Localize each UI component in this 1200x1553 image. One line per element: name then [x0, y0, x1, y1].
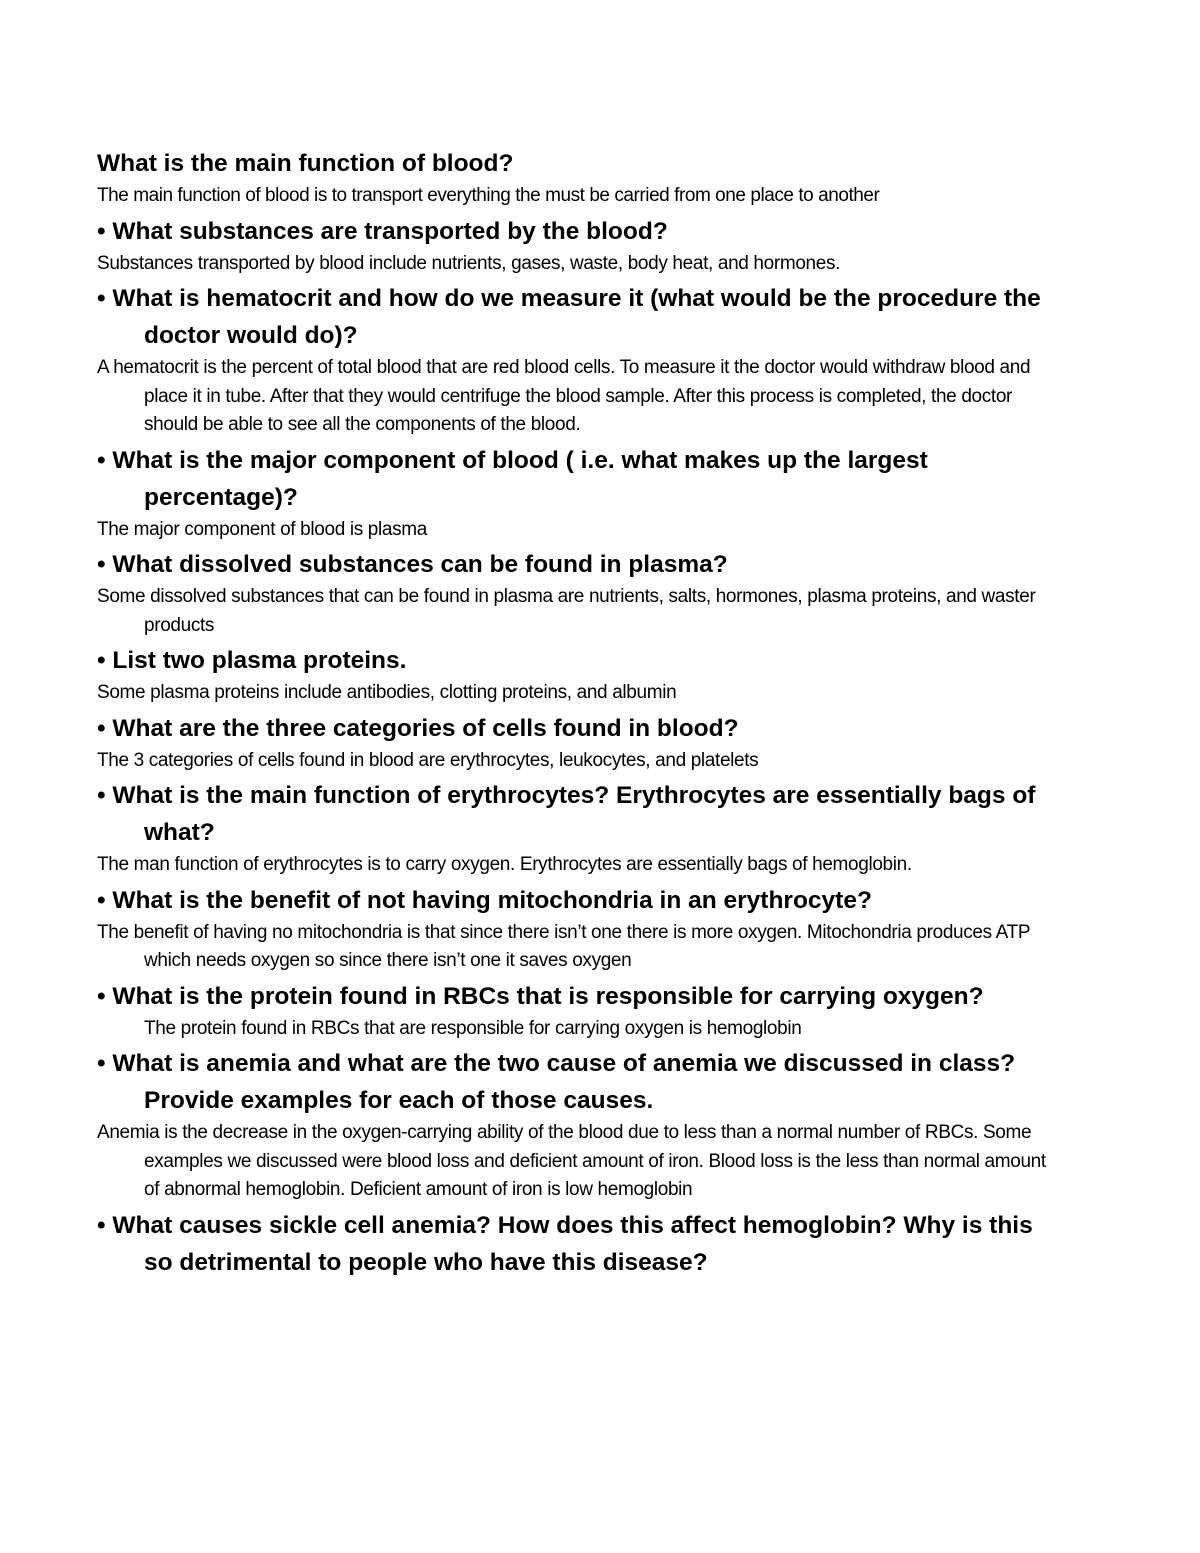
question-heading: • What is the main function of erythrocytes? Erythrocytes are essentially bags of what? — [97, 782, 1036, 846]
answer-text: Some plasma proteins include antibodies, clotting proteins, and albumin — [97, 682, 677, 703]
question-heading: • What dissolved substances can be found in plasma? — [97, 551, 728, 578]
qa-item-9 — [97, 882, 1060, 976]
answer-text: The benefit of having no mitochondria is that since there isn’t one there is more oxygen. Mitochondria produces ATP which needs oxygen so since there isn’t one it saves oxygen — [97, 921, 1030, 971]
question-heading: • What substances are transported by the blood? — [97, 217, 668, 245]
question-heading: • What is anemia and what are the two cause of anemia we discussed in class? Provide examples for each of those causes. — [97, 1050, 1016, 1114]
answer-text: A hematocrit is the percent of total blood that are red blood cells. To measure it the doctor would withdraw blood and place it in tube. After that they would centrifuge the blood sample. After this process is completed, the doctor should be able to see all the components of the blood. — [97, 357, 1031, 435]
qa-item-3 — [97, 280, 1060, 440]
qa-item-8 — [97, 777, 1060, 880]
qa-item-10 — [97, 978, 1060, 1044]
qa-item-4 — [97, 442, 1060, 545]
answer-text: Anemia is the decrease in the oxygen-carrying ability of the blood due to less than a normal number of RBCs. Some examples we discussed were blood loss and deficient amount of iron. Blood loss is the less than normal amount of abnormal hemoglobin. Deficient amount of iron is low hemoglobin — [97, 1122, 1046, 1200]
answer-text: Some dissolved substances that can be found in plasma are nutrients, salts, hormones, plasma proteins, and waster products — [97, 586, 1036, 636]
qa-item-12 — [97, 1207, 1060, 1281]
qa-item-2 — [97, 213, 1060, 279]
question-heading: • What is the major component of blood ( i.e. what makes up the largest percentage)? — [97, 446, 928, 511]
qa-item-1 — [97, 145, 1060, 211]
question-heading: • What is the benefit of not having mitochondria in an erythrocyte? — [97, 886, 872, 914]
question-heading: • What is the protein found in RBCs that is responsible for carrying oxygen? — [97, 982, 984, 1010]
answer-text: The main function of blood is to transport everything the must be carried from one place to another — [97, 185, 880, 206]
question-heading: • What causes sickle cell anemia? How does this affect hemoglobin? Why is this so detrimental to people who have this disease? — [97, 1211, 1033, 1276]
qa-item-5 — [97, 546, 1060, 640]
question-heading: • What is hematocrit and how do we measure it (what would be the procedure the doctor would do)? — [97, 285, 1041, 349]
answer-text: The man function of erythrocytes is to carry oxygen. Erythrocytes are essentially bags of hemoglobin. — [97, 854, 912, 875]
answer-text: The protein found in RBCs that are responsible for carrying oxygen is hemoglobin — [144, 1017, 802, 1039]
qa-item-11 — [97, 1045, 1060, 1205]
answer-text: The major component of blood is plasma — [97, 518, 427, 540]
question-heading: What is the main function of blood? — [97, 150, 514, 177]
qa-item-6 — [97, 642, 1060, 708]
question-heading: • What are the three categories of cells found in blood? — [97, 714, 739, 742]
question-heading: • List two plasma proteins. — [97, 647, 407, 674]
qa-item-7 — [97, 710, 1060, 776]
answer-text: Substances transported by blood include nutrients, gases, waste, body heat, and hormones. — [97, 252, 841, 274]
answer-text: The 3 categories of cells found in blood are erythrocytes, leukocytes, and platelets — [97, 749, 759, 771]
